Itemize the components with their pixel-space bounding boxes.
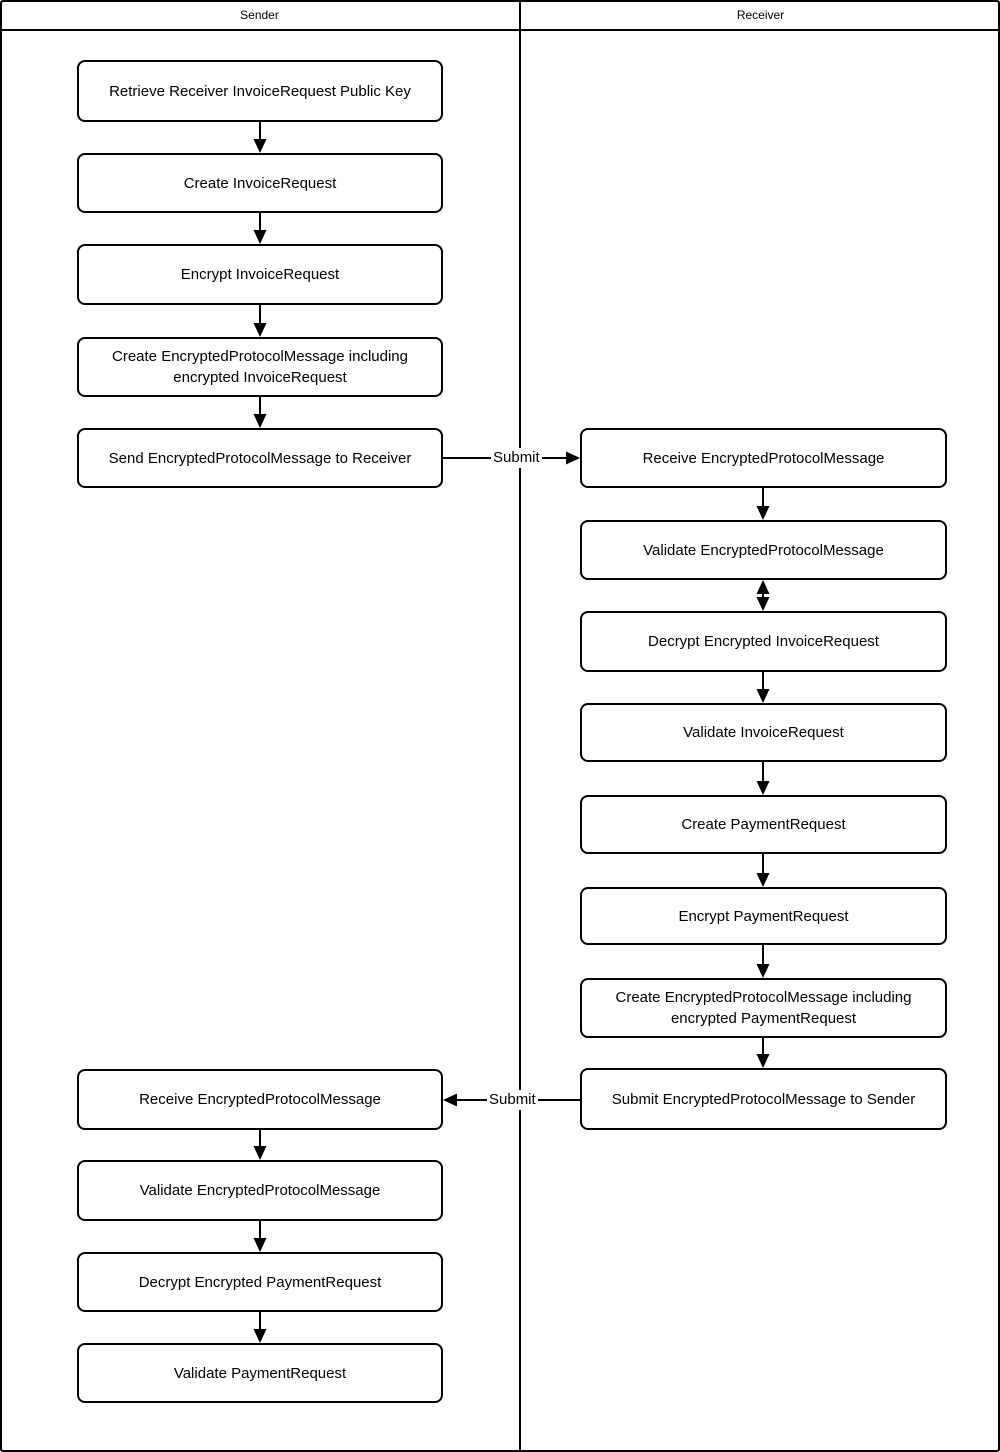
flow-node-decrypt-encrypted-paymentrequest: Decrypt Encrypted PaymentRequest (77, 1252, 443, 1312)
flow-node-validate-paymentrequest: Validate PaymentRequest (77, 1343, 443, 1403)
flow-node-validate-invoicerequest: Validate InvoiceRequest (580, 703, 947, 762)
flow-node-receiver-receive-encryptedprotocolmessage: Receive EncryptedProtocolMessage (580, 428, 947, 488)
flow-node-send-encryptedprotocolmessage-to-receiver: Send EncryptedProtocolMessage to Receiver (77, 428, 443, 488)
lane-header-sender: Sender (240, 8, 279, 22)
arrow-validateir-to-createpr (757, 762, 770, 795)
arrow-retrieve-to-create (254, 122, 267, 153)
arrow-decrypt-to-validateir (757, 672, 770, 703)
flow-node-decrypt-encrypted-invoicerequest: Decrypt Encrypted InvoiceRequest (580, 611, 947, 672)
flow-node-encrypt-paymentrequest: Encrypt PaymentRequest (580, 887, 947, 945)
edge-label-submit-to-receiver: Submit (493, 449, 540, 466)
arrow-createpr-to-encryptpr (757, 854, 770, 887)
arrow-create-to-encrypt (254, 213, 267, 244)
flow-node-create-invoicerequest: Create InvoiceRequest (77, 153, 443, 213)
arrow-createepm-to-send (254, 397, 267, 428)
arrow-encryptpr-to-createepm (757, 945, 770, 978)
arrow-validate-to-decrypt-sender (254, 1221, 267, 1252)
edge-label-submit-to-sender: Submit (489, 1091, 536, 1108)
arrow-encrypt-to-createepm (254, 305, 267, 337)
arrow-createepm-to-submit (757, 1038, 770, 1068)
lane-header-receiver: Receiver (736, 8, 785, 22)
flow-node-submit-encryptedprotocolmessage-to-sender: Submit EncryptedProtocolMessage to Sender (580, 1068, 947, 1130)
arrow-validate-decrypt-double (757, 580, 770, 611)
flow-node-receiver-validate-encryptedprotocolmessage: Validate EncryptedProtocolMessage (580, 520, 947, 580)
arrow-receive-to-validate (757, 488, 770, 520)
flow-node-create-encryptedprotocolmessage-invoicerequest: Create EncryptedProtocolMessage including encrypted InvoiceRequest (77, 337, 443, 397)
lane-divider-line (519, 0, 521, 1452)
flow-node-retrieve-receiver-invoicerequest-public-key: Retrieve Receiver InvoiceRequest Public Key (77, 60, 443, 122)
arrow-receive-to-validate-sender (254, 1130, 267, 1160)
arrow-decrypt-to-validatepr (254, 1312, 267, 1343)
flow-node-create-encryptedprotocolmessage-paymentrequest: Create EncryptedProtocolMessage including encrypted PaymentRequest (580, 978, 947, 1038)
flow-node-encrypt-invoicerequest: Encrypt InvoiceRequest (77, 244, 443, 305)
flow-node-create-paymentrequest: Create PaymentRequest (580, 795, 947, 854)
flow-node-sender-validate-encryptedprotocolmessage: Validate EncryptedProtocolMessage (77, 1160, 443, 1221)
flow-node-sender-receive-encryptedprotocolmessage: Receive EncryptedProtocolMessage (77, 1069, 443, 1130)
